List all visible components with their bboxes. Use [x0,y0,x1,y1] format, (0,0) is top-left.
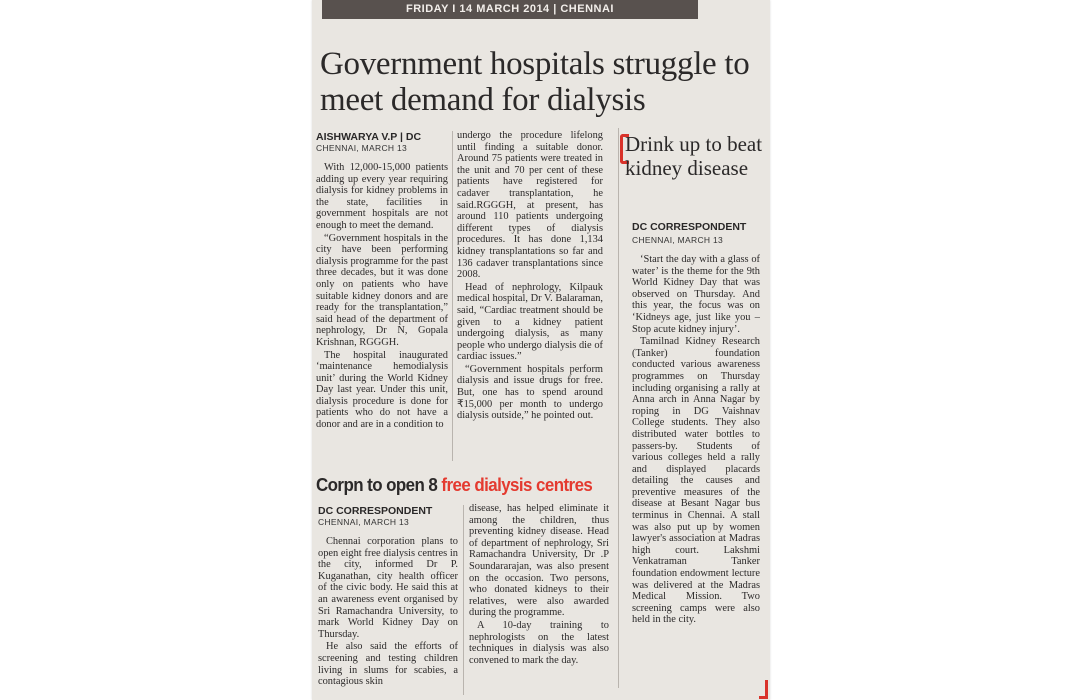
paragraph: undergo the procedure lifelong until finding a suitable donor. Around 75 patients were treated in the unit and 70 per cent of these patients have registered for cadaver transplantation, he said.RGGGH, at present, has around 110 patients undergoing different types of dialysis procedures. It has done 1,134 kidney transplantations so far and 136 cadaver transplantations since 2008. [457,130,603,281]
dateline: FRIDAY I 14 MARCH 2014 | CHENNAI [322,0,698,19]
paragraph: A 10-day training to nephrologists on the latest techniques in dialysis was also convened to mark the day. [469,619,609,666]
main-place: CHENNAI, MARCH 13 [316,143,408,153]
paragraph: Head of nephrology, Kilpauk medical hospital, Dr V. Balaraman, said, “Cardiac treatment should be given to a kidney patient undergoing dialysis, as many people who undergo dialysis die of cardiac issues.” [457,281,603,363]
paragraph: “Government hospitals in the city have been performing dialysis programme for the past three decades, but it was done only on patients who have suitable kidney donors and are ready for the transplantation,” said head of the department of nephrology, Dr N, Gopala Krishnan, RGGGH. [316,232,448,348]
paragraph: Chennai corporation plans to open eight free dialysis centres in the city, informed Dr P. Kuganathan, city health officer of the civic body. He said this at an awareness event organised by Sri Ramachandra University, to mark World Kidney Day on Thursday. [318,536,458,640]
main-article-column-2 [457,130,603,423]
paragraph: “Government hospitals perform dialysis and issue drugs for free. But, one has to spend around ₹15,000 per month to undergo dialysis outside,” he pointed out. [457,363,603,422]
side-headline: Drink up to beat kidney disease [625,132,763,180]
sub-byline: DC CORRESPONDENT [318,505,433,517]
paragraph: disease, has helped eliminate it among the children, thus preventing kidney disease. Head of department of nephrology, Sri Ramachandra University, Dr .P Soundararajan, was also present on the occasion. Two persons, who donated kidneys to their relatives, were also awarded during the programme. [469,503,609,619]
sub-headline [316,473,598,497]
paragraph: Tamilnad Kidney Research (Tanker) foundation conducted various awareness programmes on Thursday including organising a rally at Anna arch in Anna Nagar by roping in DG Vaishnav College students. They also distributed water bottles to passers-by. Students of various colleges held a rally and displayed placards detailing the causes and preventive measures of the disease at Besant Nagar bus terminus in Chennai. A stall was also put up by women lawyer's association at Madras high court. Lakshmi Venkatraman Tanker foundation endowment lecture was delivered at the Madras Medical Mission. Two screening camps were also held in the city. [632,336,760,626]
paragraph: He also said the efforts of screening and testing children living in slums for scabies, a contagious skin [318,641,458,688]
sub-article-column-1 [318,505,458,689]
main-headline: Government hospitals struggle to meet demand for dialysis [320,46,750,118]
main-article-column-1 [316,131,448,432]
side-byline: DC CORRESPONDENT [632,221,747,233]
sub-headline-red: free dialysis centres [441,475,593,495]
side-article-column [632,221,760,627]
column-divider [463,505,464,695]
newspaper-clipping [312,0,770,700]
sub-article-column-2 [469,503,609,667]
paragraph: ‘Start the day with a glass of water’ is the theme for the 9th World Kidney Day that was observed on Thursday. And this year, the focus was on ‘Kidneys age, just like you – Stop acute kidney injury’. [632,254,760,335]
main-byline: AISHWARYA V.P | DC [316,131,422,143]
column-divider [618,128,619,688]
paragraph: With 12,000-15,000 patients adding up every year requiring dialysis for kidney problems in the state, facilities in government hospitals are not enough to meet the demand. [316,162,448,231]
red-bracket-marker [759,680,768,699]
sub-place: CHENNAI, MARCH 13 [318,517,410,527]
sub-headline-black: Corpn to open 8 [316,475,438,495]
paragraph: The hospital inaugurated ‘maintenance hemodialysis unit’ during the World Kidney Day last year. Under this unit, dialysis procedure is done for patients who do not have a donor and are in a condition to [316,349,448,431]
column-divider [452,131,453,461]
side-place: CHENNAI, MARCH 13 [632,235,724,245]
